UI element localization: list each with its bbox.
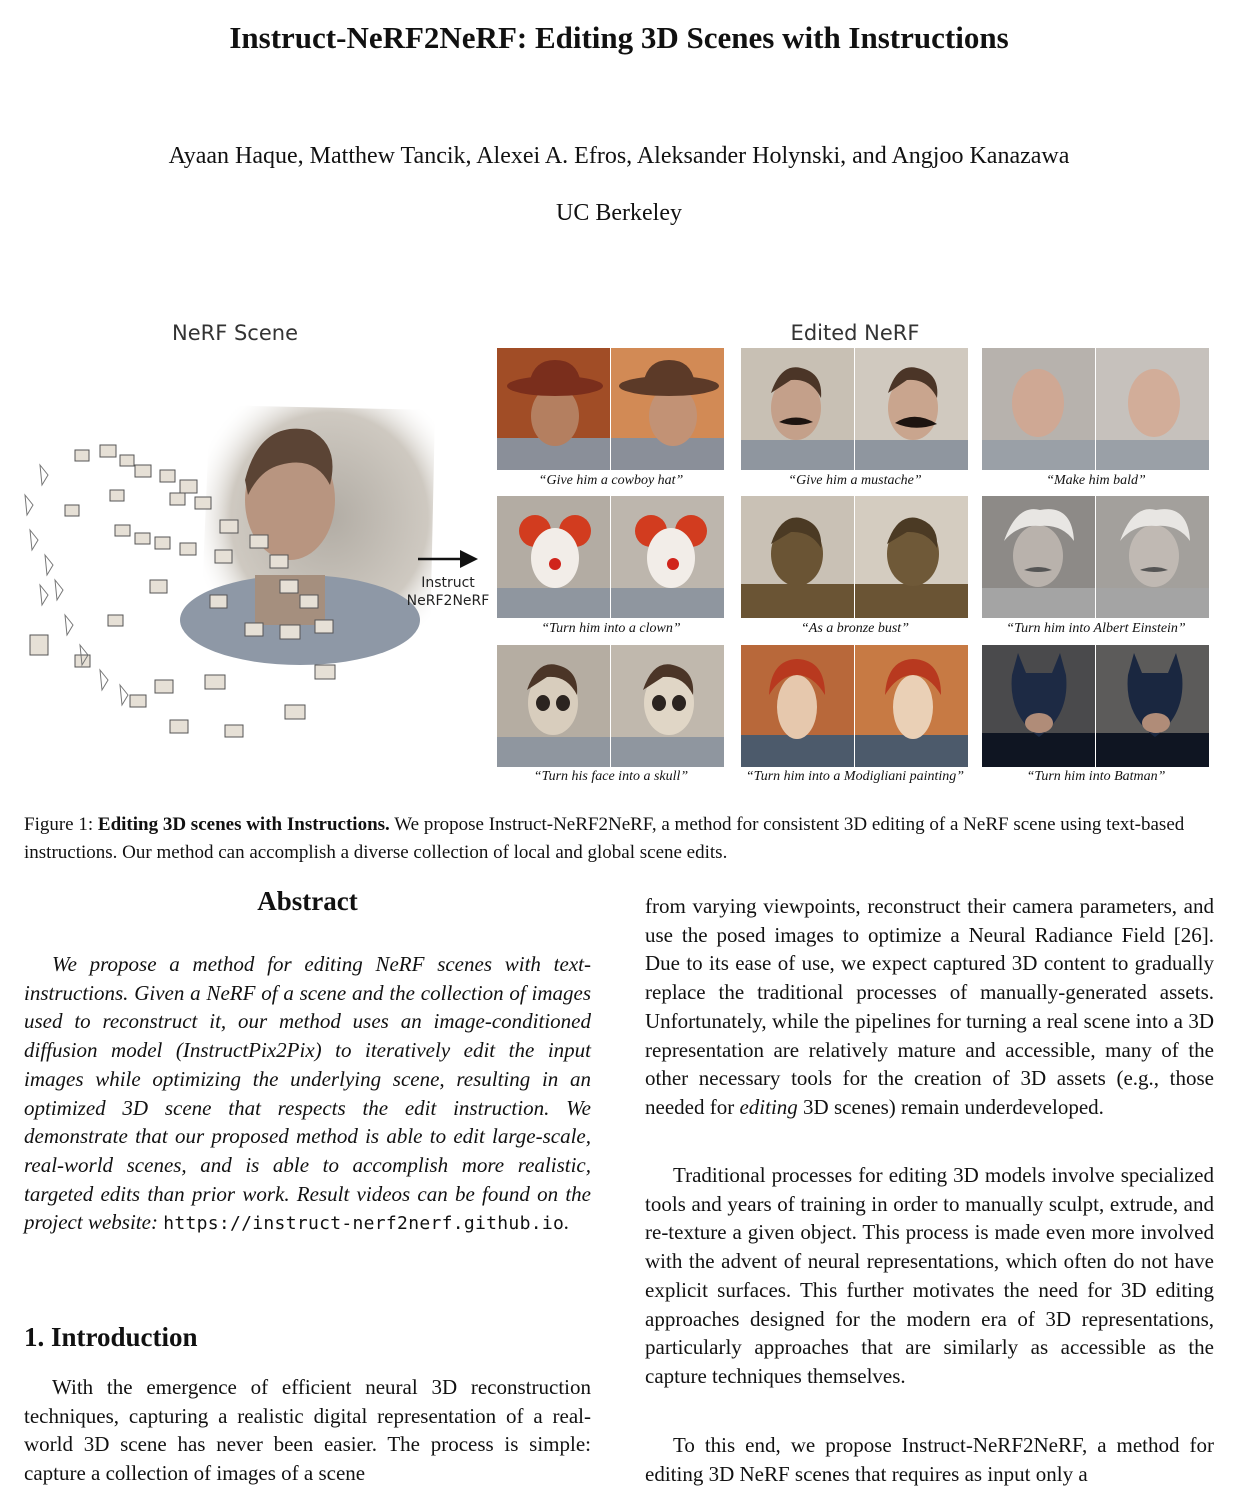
- intro-text: from varying viewpoints, reconstruct their camera parameters, and use the posed images to optimize a Neural Radiance Field [26]. Due to its ease of use, we expect captured 3D content to gradually replace the traditional processes of manually-generated assets. Unfortunately, while the pipelines for turning a real scene into a 3D representation are relatively mature and accessible, many of the other necessary tools for the creation of 3D assets (e.g., those needed for: [645, 894, 1214, 1119]
- edit-caption: “Turn him into a clown”: [541, 621, 681, 636]
- edit-thumbnail-einstein: [982, 496, 1210, 618]
- nerf-scene-illustration: [20, 385, 440, 755]
- section-heading-introduction: 1. Introduction: [24, 1322, 198, 1352]
- edit-thumbnail-skull: [497, 645, 725, 767]
- edit-caption: “Turn him into Batman”: [1026, 769, 1166, 784]
- abstract-end: .: [564, 1210, 570, 1235]
- edit-caption: “Turn him into a Modigliani painting”: [745, 769, 965, 784]
- intro-paragraph: To this end, we propose Instruct-NeRF2NeRF, a method for editing 3D NeRF scenes that requires as input only a: [645, 1433, 1214, 1486]
- edit-caption: “Turn him into Albert Einstein”: [1006, 621, 1186, 636]
- edit-caption: “Give him a mustache”: [788, 473, 922, 488]
- edit-thumbnail-clown: [497, 496, 725, 618]
- edit-thumbnail-modigliani: [741, 645, 969, 767]
- intro-paragraph: [645, 892, 1214, 1122]
- edit-thumbnail-batman: [982, 645, 1210, 767]
- edit-caption: “Give him a cowboy hat”: [538, 473, 684, 488]
- figure-caption-prefix: Figure 1:: [24, 814, 94, 835]
- edit-thumbnail-bronze-bust: [741, 496, 969, 618]
- arrow-label-line1: Instruct: [421, 575, 475, 591]
- paper-title: Instruct-NeRF2NeRF: Editing 3D Scenes with Instructions: [229, 20, 1009, 55]
- project-url-link[interactable]: https://instruct-nerf2nerf.github.io: [163, 1213, 565, 1235]
- edit-thumbnail-bald: [982, 348, 1210, 470]
- intro-text: 3D scenes) remain underdeveloped.: [803, 1094, 1104, 1119]
- abstract-body: We propose a method for editing NeRF scenes with text-instructions. Given a NeRF of a scene and the collection of images used to reconstruct it, our method uses an image-conditioned diffusion model (InstructPix2Pix) to iteratively edit the input images while optimizing the underlying scene, resulting in an optimized 3D scene that respects the edit instruction. We demonstrate that our proposed method is able to edit large-scale, real-world scenes, and is able to accomplish more realistic, targeted edits than prior work. Result videos can be found on the project website:: [24, 952, 591, 1235]
- arrow-label-line2: NeRF2NeRF: [406, 593, 490, 609]
- edit-caption: “As a bronze bust”: [800, 621, 909, 636]
- abstract-text: [24, 950, 591, 1239]
- edit-caption: “Make him bald”: [1046, 473, 1146, 488]
- edit-caption: “Turn his face into a skull”: [533, 769, 689, 784]
- edit-thumbnail-mustache: [741, 348, 969, 470]
- arrow-label: [398, 574, 498, 610]
- figure-caption: [24, 811, 1216, 867]
- edit-thumbnail-cowboy-hat: [497, 348, 725, 470]
- affiliation: UC Berkeley: [556, 200, 682, 226]
- figure-caption-bold: Editing 3D scenes with Instructions.: [97, 814, 390, 835]
- figure-caption-text: We propose Instruct-NeRF2NeRF, a method for consistent 3D editing of a NeRF scene using text-based instructions. Our method can accomplish a diverse collection of local and global scene edits.: [24, 814, 1185, 863]
- edited-nerf-label: Edited NeRF: [790, 321, 920, 345]
- arrow-icon: [418, 548, 480, 570]
- author-list: Ayaan Haque, Matthew Tancik, Alexei A. Efros, Aleksander Holynski, and Angjoo Kanazawa: [168, 143, 1070, 169]
- nerf-scene-label: NeRF Scene: [172, 321, 298, 345]
- intro-paragraph: With the emergence of efficient neural 3D reconstruction techniques, capturing a realistic digital representation of a real-world 3D scene has never been easier. The process is simple: capture a collection of images of a scene: [24, 1375, 591, 1486]
- intro-paragraph: Traditional processes for editing 3D models involve specialized tools and years of training in order to manually sculpt, extrude, and re-texture a given object. This process is made even more involved with the advent of neural representations, which often do not have explicit surfaces. This further motivates the need for 3D editing approaches designed for the modern era of 3D representations, particularly approaches that are similarly as accessible as the capture techniques themselves.: [645, 1163, 1214, 1388]
- intro-emphasis: editing: [739, 1094, 798, 1119]
- abstract-heading: Abstract: [257, 886, 358, 916]
